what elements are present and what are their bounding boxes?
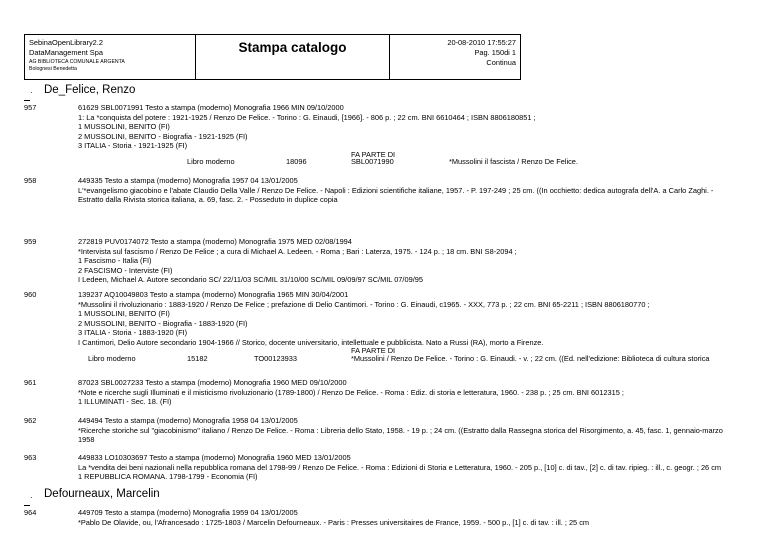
fa-parte-label: FA PARTE DI <box>351 346 396 355</box>
record-line: 3 ITALIA - Storia - 1883-1920 (FI) <box>78 328 188 338</box>
company-name: DataManagement Spa <box>29 48 103 57</box>
report-header <box>24 34 521 80</box>
record-line: 61629 SBL0071991 Testo a stampa (moderno) Monografia 1966 MIN 09/10/2000 <box>78 103 344 112</box>
record-line: I Ledeen, Michael A. Autore secondario SC/ 22/11/03 SC/MIL 31/10/00 SC/MIL 09/09/97 SC/MIL 07/09/95 <box>78 275 423 285</box>
record-entry <box>78 103 758 151</box>
record-line: 1 Fascismo - Italia (FI) <box>78 256 152 266</box>
header-title-cell <box>195 35 390 79</box>
author-heading: Defourneaux, Marcelin <box>44 488 160 500</box>
record-entry <box>78 453 758 482</box>
link-title: *Mussolini il fascista / Renzo De Felice. <box>449 157 578 166</box>
record-line: 2 MUSSOLINI, BENITO - Biografia - 1921-1925 (FI) <box>78 131 248 141</box>
record-entry <box>78 237 758 285</box>
link-bid: TO00123933 <box>254 354 298 363</box>
link-inventory: 15182 <box>187 354 208 363</box>
author-bullet: · <box>30 493 33 502</box>
library-name: AG BIBLIOTECA COMUNALE ARGENTA <box>29 59 125 65</box>
record-line: *Ricerche storiche sul "giacobinismo" italiano / Renzo De Felice. - Roma : Libreria dello Stato, 1958. - 19 p. ; 24 cm. ((Estratto dalla Rassegna storica del Risorgimento, a. 45, fasc. 1, gennaio-marzo <box>78 425 723 435</box>
record-line: 449833 LO10303697 Testo a stampa (moderno) Monografia 1960 MED 13/01/2005 <box>78 453 351 462</box>
record-number: 962 <box>24 416 37 425</box>
link-title: *Mussolini / Renzo De Felice. - Torino : G. Einaudi. - v. ; 22 cm. ((Ed. nell'edizione: Biblioteca di cultura storica <box>351 354 710 363</box>
record-number: 961 <box>24 378 37 387</box>
record-line: *Mussolini il rivoluzionario : 1883-1920 / Renzo De Felice ; prefazione di Delio Cantimori. - Torino : G. Einaudi, c1965. - XXX, 773 p. ; 22 cm. BNI 65-2211 ; ISBN 8806180770 ; <box>78 299 650 309</box>
user-name: Bolognesi Benedetta <box>29 66 77 72</box>
link-type: Libro moderno <box>187 157 235 166</box>
page-counter: Pag. 150di 1 <box>474 48 516 57</box>
record-line: 449494 Testo a stampa (moderno) Monografia 1958 04 13/01/2005 <box>78 416 298 425</box>
fa-parte-label: FA PARTE DI <box>351 150 396 159</box>
link-inventory: 18096 <box>286 157 307 166</box>
record-line: 3 ITALIA - Storia - 1921-1925 (FI) <box>78 141 188 151</box>
record-line: Estratto dalla Rivista storica italiana, a. 69, fasc. 2. - Posseduto in duplice copia <box>78 195 338 205</box>
record-number: 960 <box>24 290 37 299</box>
header-left-cell <box>25 35 196 79</box>
record-line: *Pablo De Olavide, ou, l'Afrancesado : 1725-1803 / Marcelin Defourneaux. - Paris : Presses universitaires de France, 1959. - 500 p., [1] c. di tav. : ill. ; 25 cm <box>78 517 590 527</box>
author-heading: De_Felice, Renzo <box>44 84 136 96</box>
record-line: 87023 SBL0027233 Testo a stampa (moderno) Monografia 1960 MED 09/10/2000 <box>78 378 347 387</box>
record-line: 2 FASCISMO - Interviste (FI) <box>78 265 173 275</box>
record-line: La *vendita dei beni nazionali nella repubblica romana del 1798-99 / Renzo De Felice. - Roma : Edizioni di Storia e Letteratura, 1960. - 205 p., [10] c. di tav., [2] c. di tav. ripieg. : ill., c. geogr. ; 26 cm <box>78 462 722 472</box>
author-rule <box>24 100 30 101</box>
link-bid: SBL0071990 <box>351 157 394 166</box>
record-line: 272819 PUV0174072 Testo a stampa (moderno) Monografia 1975 MED 02/08/1994 <box>78 237 352 246</box>
record-number: 957 <box>24 103 37 112</box>
record-entry <box>78 290 758 348</box>
record-line: I Cantimori, Delio Autore secondario 1904-1966 // Storico, docente universitario, intellettuale e pubblicista. Nato a Russi (RA), morto a Firenze. <box>78 337 544 347</box>
page-title: Stampa catalogo <box>238 40 347 55</box>
print-datetime: 20-08-2010 17:55:27 <box>447 38 516 47</box>
record-line: 2 MUSSOLINI, BENITO - Biografia - 1883-1920 (FI) <box>78 318 248 328</box>
header-right-cell <box>389 35 520 79</box>
record-line: *Intervista sul fascismo / Renzo De Felice ; a cura di Michael A. Ledeen. - Roma ; Bari : Laterza, 1975. - 124 p. ; 18 cm. BNI S8-2094 ; <box>78 246 517 256</box>
record-line: 1 ILLUMINATI - Sec. 18. (FI) <box>78 397 172 407</box>
record-entry <box>78 176 758 205</box>
record-number: 959 <box>24 237 37 246</box>
record-line: 1958 <box>78 435 95 445</box>
record-line: 449709 Testo a stampa (moderno) Monografia 1959 04 13/01/2005 <box>78 508 298 517</box>
record-line: 1 MUSSOLINI, BENITO (FI) <box>78 309 170 319</box>
record-entry <box>78 378 758 407</box>
continue-label: Continua <box>486 58 516 67</box>
record-line: 1: La *conquista del potere : 1921-1925 / Renzo De Felice. - Torino : G. Einaudi, [1966]. - 806 p. ; 22 cm. BNI 6610464 ; ISBN 8806180851 ; <box>78 112 536 122</box>
author-rule <box>24 505 30 506</box>
author-bullet: · <box>30 88 33 97</box>
record-number: 964 <box>24 508 37 517</box>
record-line: 1 MUSSOLINI, BENITO (FI) <box>78 122 170 132</box>
record-number: 958 <box>24 176 37 185</box>
record-entry <box>78 416 758 445</box>
record-entry <box>78 508 758 527</box>
link-type: Libro moderno <box>88 354 136 363</box>
record-number: 963 <box>24 453 37 462</box>
record-line: L'*evangelismo giacobino e l'abate Claudio Della Valle / Renzo De Felice. - Napoli : Edizioni scientifiche italiane, 1957. - P. 197-249 ; 25 cm. ((In occhietto: dedica autografa dell'A. a Carlo Zaghi. - <box>78 185 714 195</box>
record-line: 1 REPUBBLICA ROMANA. 1798-1799 - Economia (FI) <box>78 472 258 482</box>
app-name: SebinaOpenLibrary2.2 <box>29 38 103 47</box>
record-line: *Note e ricerche sugli Illuminati e il misticismo rivoluzionario (1789-1800) / Renzo De Felice. - Roma : Ediz. di storia e letteratura, 1960. - 238 p. ; 25 cm. BNI 6012315 ; <box>78 387 624 397</box>
record-line: 449335 Testo a stampa (moderno) Monografia 1957 04 13/01/2005 <box>78 176 298 185</box>
record-line: 139237 AQ10049803 Testo a stampa (moderno) Monografia 1965 MIN 30/04/2001 <box>78 290 349 299</box>
